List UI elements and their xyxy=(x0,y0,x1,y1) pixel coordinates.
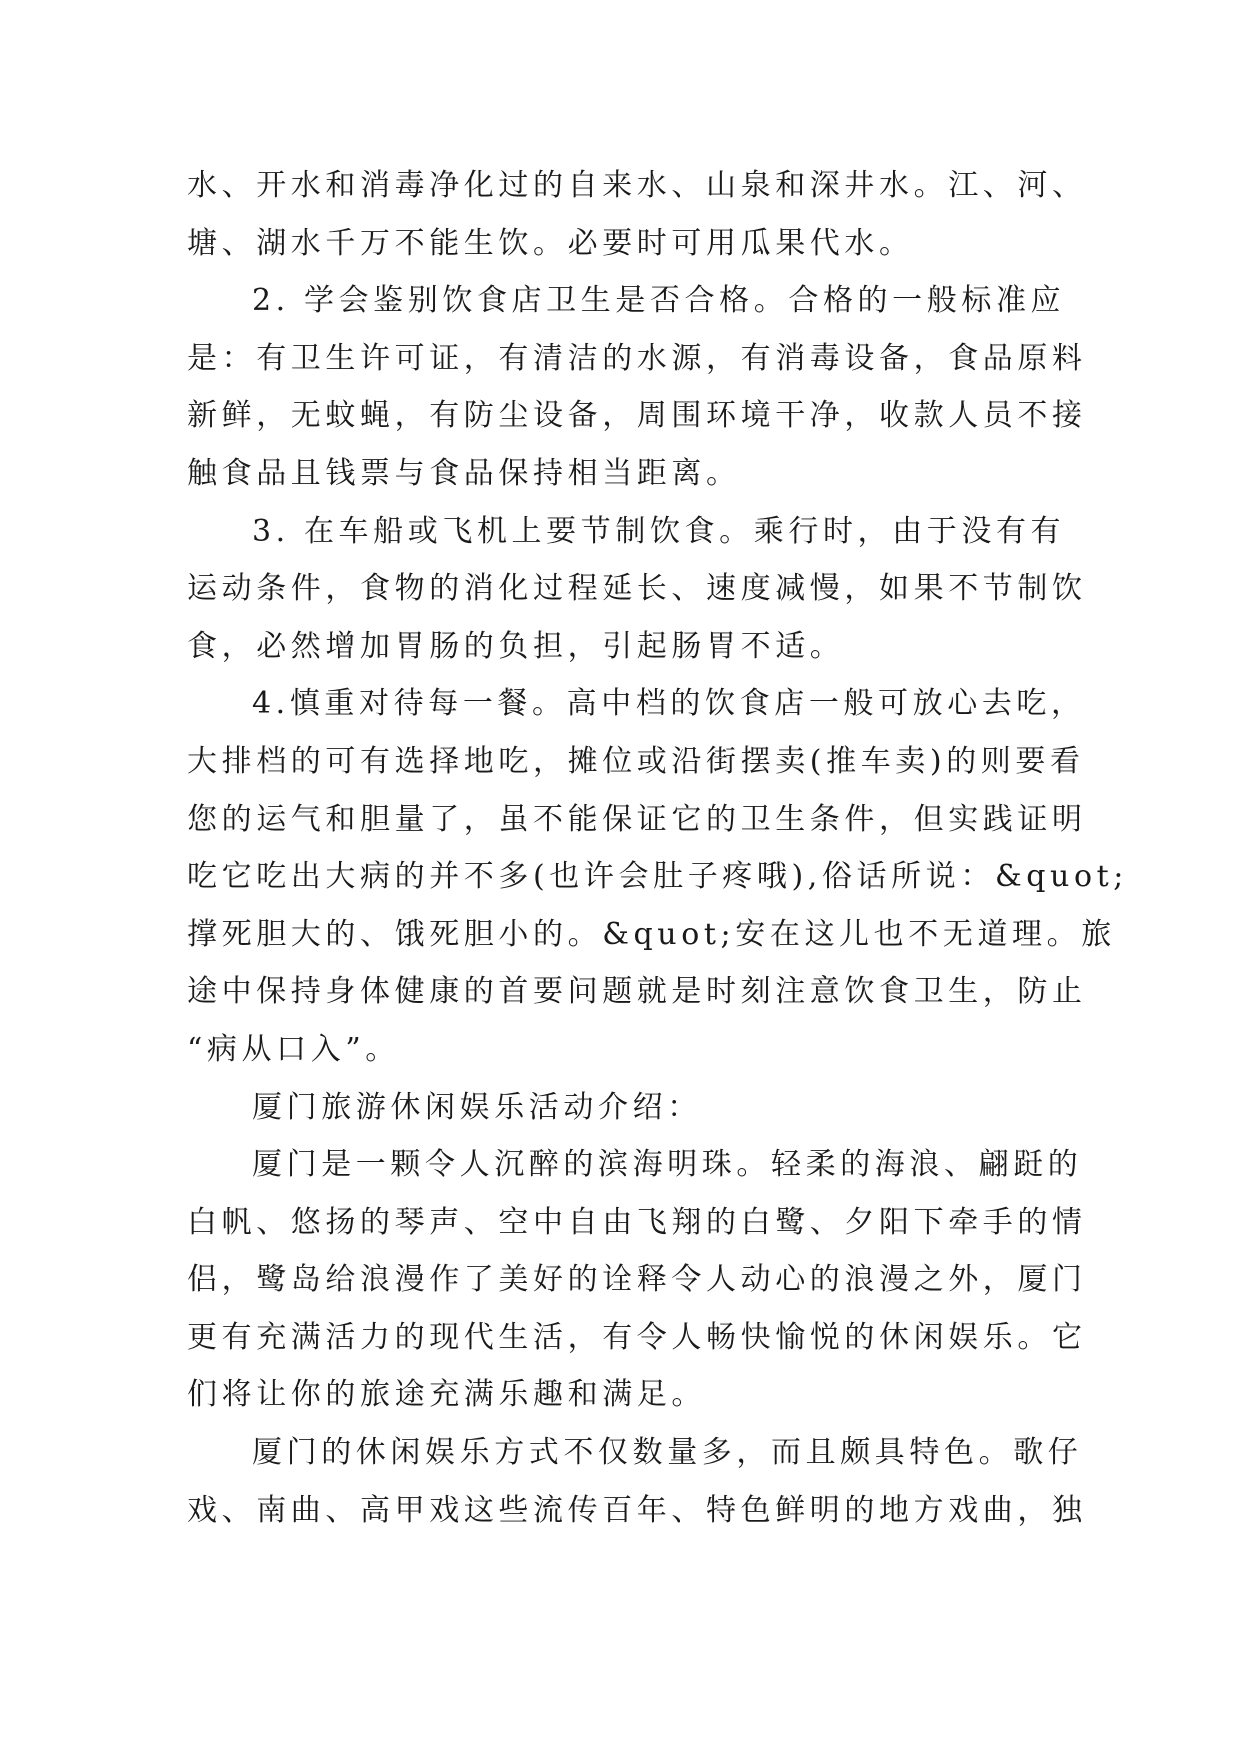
text-line: 们将让你的旅途充满乐趣和满足。 xyxy=(187,1377,706,1413)
paragraph-start-line: 厦门的休闲娱乐方式不仅数量多，而且颇具特色。歌仔 xyxy=(252,1435,1083,1471)
text-line: 是：有卫生许可证，有清洁的水源，有消毒设备，食品原料 xyxy=(187,340,1087,376)
text-line: 运动条件，食物的消化过程延长、速度减慢，如果不节制饮 xyxy=(187,571,1087,607)
text-line: 触食品且钱票与食品保持相当距离。 xyxy=(187,455,741,491)
text-line: 您的运气和胆量了，虽不能保证它的卫生条件，但实践证明 xyxy=(187,801,1087,837)
text-line: 更有充满活力的现代生活，有令人畅快愉悦的休闲娱乐。它 xyxy=(187,1319,1087,1355)
text-line: 戏、南曲、高甲戏这些流传百年、特色鲜明的地方戏曲，独 xyxy=(187,1492,1087,1528)
text-line: 途中保持身体健康的首要问题就是时刻注意饮食卫生，防止 xyxy=(187,974,1087,1010)
text-line: 塘、湖水千万不能生饮。必要时可用瓜果代水。 xyxy=(187,225,914,261)
text-line: 侣，鹭岛给浪漫作了美好的诠释令人动心的浪漫之外，厦门 xyxy=(187,1262,1087,1298)
paragraph-start-line: 厦门是一颗令人沉醉的滨海明珠。轻柔的海浪、翩跹的 xyxy=(252,1147,1083,1183)
text-line: 大排档的可有选择地吃，摊位或沿街摆卖(推车卖)的则要看 xyxy=(187,743,1085,779)
text-line: 新鲜，无蚊蝇，有防尘设备，周围环境干净，收款人员不接 xyxy=(187,398,1087,434)
text-line: 撑死胆大的、饿死胆小的。&quot;安在这儿也不无道理。旅 xyxy=(187,916,1116,952)
list-item-4-line: 4.慎重对待每一餐。高中档的饮食店一般可放心去吃， xyxy=(252,686,1086,722)
text-line: 白帆、悠扬的琴声、空中自由飞翔的白鹭、夕阳下牵手的情 xyxy=(187,1204,1087,1240)
text-line: 吃它吃出大病的并不多(也许会肚子疼哦),俗话所说：&quot; xyxy=(187,859,1128,895)
text-line: 水、开水和消毒净化过的自来水、山泉和深井水。江、河、 xyxy=(187,168,1087,203)
list-item-2-line: 2. 学会鉴别饮食店卫生是否合格。合格的一般标准应 xyxy=(252,283,1066,319)
document-body xyxy=(187,157,1128,1539)
text-line: “病从口入”。 xyxy=(187,1031,400,1067)
list-item-3-line: 3. 在车船或飞机上要节制饮食。乘行时，由于没有有 xyxy=(252,513,1066,549)
section-heading: 厦门旅游休闲娱乐活动介绍： xyxy=(252,1089,702,1125)
text-line: 食，必然增加胃肠的负担，引起肠胃不适。 xyxy=(187,628,845,664)
